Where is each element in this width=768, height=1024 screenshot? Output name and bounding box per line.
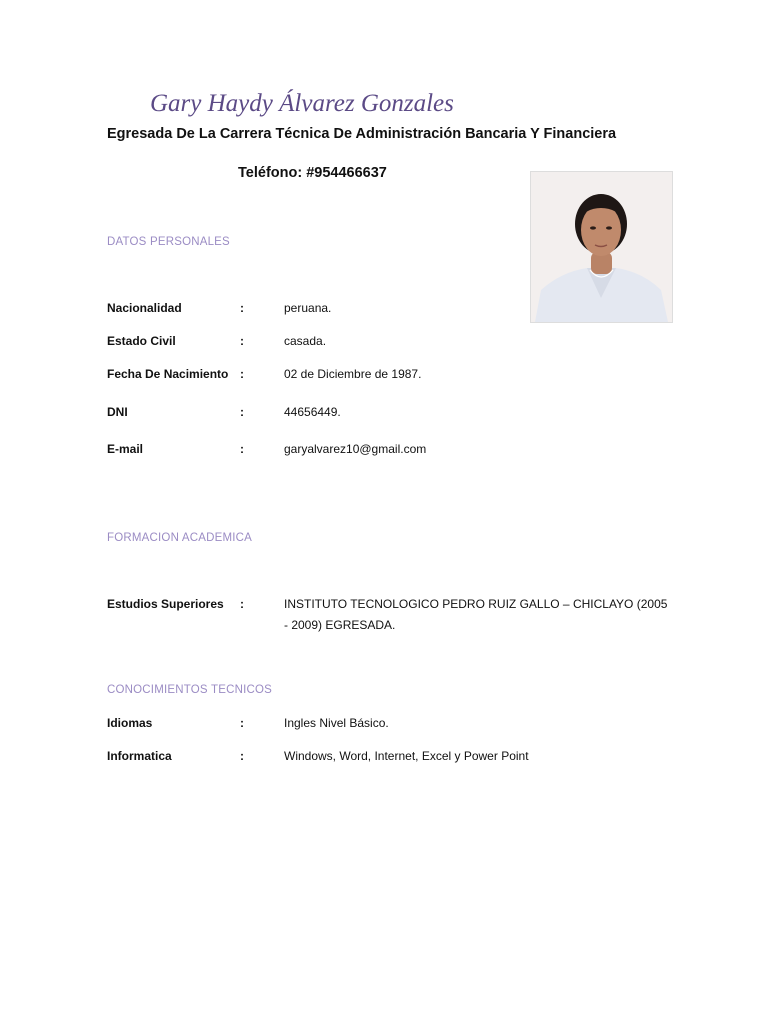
row-value: 44656449. [284, 405, 341, 419]
row-separator: : [240, 405, 244, 419]
row-label: Informatica [107, 749, 172, 763]
row-separator: : [240, 301, 244, 315]
row-value: casada. [284, 334, 327, 348]
row-value: Windows, Word, Internet, Excel y Power Point [284, 749, 529, 763]
row-separator: : [240, 367, 244, 381]
row-value: INSTITUTO TECNOLOGICO PEDRO RUIZ GALLO – CHICLAYO (2005 - 2009) EGRESADA. [284, 597, 668, 632]
candidate-subtitle: Egresada De La Carrera Técnica De Administración Bancaria Y Financiera [107, 126, 617, 142]
candidate-name: Gary Haydy Álvarez Gonzales [150, 90, 454, 117]
row-separator: : [240, 749, 244, 763]
row-label: Idiomas [107, 716, 153, 730]
row-value: 02 de Diciembre de 1987. [284, 367, 422, 381]
row-label: DNI [107, 405, 128, 419]
row-value: peruana. [284, 301, 332, 315]
row-label: Estado Civil [107, 334, 176, 348]
email-link[interactable]: garyalvarez10@gmail.com [284, 442, 427, 456]
row-label: E-mail [107, 442, 144, 456]
row-label: Fecha De Nacimiento [107, 367, 229, 381]
candidate-phone: Teléfono: #954466637 [238, 165, 387, 181]
section-title-conocimientos-tecnicos: CONOCIMIENTOS TECNICOS [107, 684, 272, 696]
section-title-datos-personales: DATOS PERSONALES [107, 236, 230, 248]
row-separator: : [240, 334, 244, 348]
row-label: Estudios Superiores [107, 597, 224, 611]
row-value: Ingles Nivel Básico. [284, 716, 389, 730]
section-title-formacion-academica: FORMACION ACADEMICA [107, 532, 253, 544]
row-separator: : [240, 716, 244, 730]
row-separator: : [240, 442, 244, 456]
row-label: Nacionalidad [107, 301, 182, 315]
row-separator: : [240, 597, 244, 611]
